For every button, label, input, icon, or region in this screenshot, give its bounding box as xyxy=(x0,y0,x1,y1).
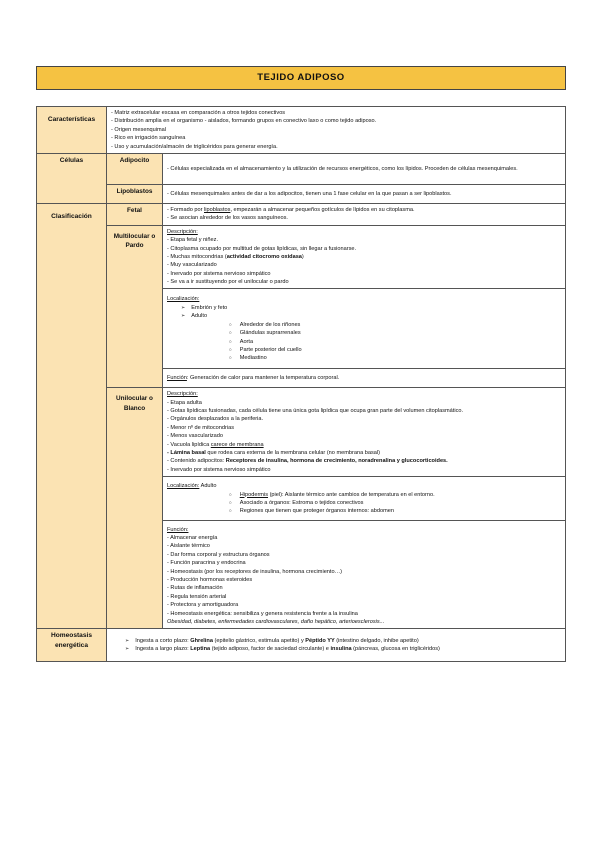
lipoblastos-text: - Células mesenquimales antes de dar a los adipocitos, tienen una 1 fase celular en la que pasan a ser lipoblastos. xyxy=(163,184,566,203)
row-unilocular-desc xyxy=(37,388,566,477)
list-item: ○ Mediastino xyxy=(167,354,561,362)
list-item: - Inervado por sistema nervioso simpático xyxy=(167,270,271,277)
list-item: - Menor nº de mitocondrias xyxy=(167,424,235,431)
list-item: - Función paracrina y endocrina xyxy=(167,560,246,567)
bold-text: Receptores de insulina, hormona de crecimiento, noradrenalina y glucocorticoides. xyxy=(225,458,448,465)
text: Adulto xyxy=(199,483,217,490)
row-adipocito xyxy=(37,153,566,184)
label-lipoblastos: Lipoblastos xyxy=(107,184,163,203)
list-item: - Se va a ir sustituyendo por el unilocular o pardo xyxy=(167,279,289,286)
adipocito-text: - Células especializada en el almacenamiento y la utilización de recursos energéticos, como los lípidos. Proceden de células mesenquimales. xyxy=(163,153,566,184)
multilocular-location xyxy=(163,289,566,368)
list-item: - Etapa fetal y niñez. xyxy=(167,237,218,244)
label-multilocular: Multilocular o Pardo xyxy=(107,225,163,387)
text: que rodea cara externa de la membrana celular (no membrana basal) xyxy=(205,449,380,456)
homeostasis-text xyxy=(107,629,566,662)
text: ) xyxy=(301,253,304,260)
fetal-line-2: - Se asocian alrededor de los vasos sanguíneos. xyxy=(167,215,288,222)
list-item: - Rico en irrigación sanguínea xyxy=(111,135,186,142)
list-item: - Etapa adulta xyxy=(167,399,202,406)
list-item: - Regula tensión arterial xyxy=(167,593,227,600)
section-heading: Localización: xyxy=(167,296,200,303)
list-item: - Homeostasis energética: sensibiliza y genera resistencia frente a la insulina xyxy=(167,610,358,617)
list-item: - Uso y acumulación/almacén de triglicéridos para generar energía. xyxy=(111,143,278,150)
underlined-text: carece de membrana xyxy=(210,441,264,448)
list-item: - Origen mesenquimal xyxy=(111,126,167,133)
section-heading: Función: xyxy=(167,526,189,533)
list-item: - Orgánulos desplazados a la periferia. xyxy=(167,416,264,423)
text: , empezarán a almacenar pequeños gotículos de lípidos en su citoplasma. xyxy=(230,206,415,213)
list-item xyxy=(111,637,561,646)
list-item xyxy=(111,645,561,654)
label-fetal: Fetal xyxy=(107,203,163,225)
row-fetal xyxy=(37,203,566,225)
lipoblastos-term: lipoblastos xyxy=(204,206,231,213)
label-caracteristicas: Características xyxy=(37,107,107,154)
unilocular-location xyxy=(163,477,566,521)
text: Ingesta a largo plazo: xyxy=(135,646,191,653)
text: (tejido adiposo, factor de saciedad circulante) e xyxy=(210,646,331,653)
section-heading: Localización: xyxy=(167,483,200,490)
caracteristicas-list xyxy=(107,107,566,154)
text: (epitelio gástrico, estimula apetito) y xyxy=(212,637,306,644)
row-lipoblastos xyxy=(37,184,566,203)
bold-text: Ghrelina xyxy=(190,637,213,644)
row-caracteristicas xyxy=(37,107,566,154)
row-homeostasis xyxy=(37,629,566,662)
location-heading-line xyxy=(167,482,561,490)
list-item xyxy=(167,449,561,457)
text: (páncreas, glucosa en triglicéridos) xyxy=(351,646,440,653)
bold-text: insulina xyxy=(330,646,352,653)
label-clasificacion: Clasificación xyxy=(37,203,107,628)
text: (intestino delgado, inhibe apetito) xyxy=(334,637,419,644)
bold-text: Leptina xyxy=(190,646,211,653)
list-item xyxy=(167,457,561,465)
bold-text: - Lámina basal xyxy=(167,449,206,456)
content-table xyxy=(36,106,566,662)
list-item: - Distribución amplia en el organismo - aislados, formando grupos en conectivo laxo o como tejido adiposo. xyxy=(111,118,377,125)
label-celulas: Células xyxy=(37,153,107,203)
label-adipocito: Adipocito xyxy=(107,153,163,184)
list-item: - Aislante térmico xyxy=(167,543,210,550)
list-item: - Producción hormonas esteroides xyxy=(167,577,253,584)
fetal-line-1 xyxy=(167,206,561,214)
multilocular-description xyxy=(163,225,566,289)
list-item: - Inervado por sistema nervioso simpático xyxy=(167,466,271,473)
list-item: ○ Glándulas suprarrenales xyxy=(167,329,561,337)
text: - Muchas mitocondrias ( xyxy=(167,253,227,260)
list-item: - Citoplasma ocupado por multitud de gotas lipídicas, sin llegar a fusionarse. xyxy=(167,245,357,252)
list-item: ○ Parte posterior del cuello xyxy=(167,346,561,354)
list-item: - Menos vascularizado xyxy=(167,433,223,440)
list-item: ○ Alrededor de los riñones xyxy=(167,321,561,329)
multilocular-function xyxy=(163,368,566,387)
list-item xyxy=(167,253,561,261)
bold-text: actividad citocromo oxidasa xyxy=(226,253,302,260)
list-item: ○ Aorta xyxy=(167,338,561,346)
list-item: - Matriz extracelular escasa en comparación a otros tejidos conectivos xyxy=(111,110,286,116)
list-item: - Homeostasis (por los receptores de insulina, hormona crecimiento…) xyxy=(167,568,343,575)
list-item: - Rutas de inflamación xyxy=(167,585,223,592)
list-item: - Gotas lipídicas fusionadas, cada célula tiene una única gota lipídica que ocupa gran parte del volumen citoplasmático. xyxy=(167,407,464,414)
section-heading: Descripción: xyxy=(167,228,198,235)
text: - Vacuola lipídica xyxy=(167,441,211,448)
list-item: - Almacenar energía xyxy=(167,535,218,542)
list-item: ○ Asociado a órganos: Estroma o tejidos conectivos xyxy=(167,499,561,507)
page-title: TEJIDO ADIPOSO xyxy=(36,66,566,90)
list-item: ○ Regiones que tienen que proteger órganos internos: abdomen xyxy=(167,507,561,515)
list-item: - Muy vascularizado xyxy=(167,262,217,269)
section-heading: Función xyxy=(167,374,187,381)
underlined-text: Hipodermis xyxy=(239,491,269,498)
list-item: - Protectora y amortiguadora xyxy=(167,602,239,609)
row-multilocular-desc xyxy=(37,225,566,289)
text: - Contenido adipocitos: xyxy=(167,458,226,465)
list-item: ➢ Embrión y feto xyxy=(167,304,561,313)
text: : Generación de calor para mantener la temperatura corporal. xyxy=(186,374,340,381)
text: (piel): Aislante térmico ante cambios de temperatura en el entorno. xyxy=(268,491,435,498)
label-unilocular: Unilocular o Blanco xyxy=(107,388,163,629)
unilocular-function xyxy=(163,520,566,629)
list-item: - Dar forma corporal y estructura órganos xyxy=(167,551,270,558)
text: - Formado por xyxy=(167,206,204,213)
text: Ingesta a corto plazo: xyxy=(135,637,191,644)
bold-text: Péptido YY xyxy=(305,637,335,644)
fetal-text xyxy=(163,203,566,225)
unilocular-description xyxy=(163,388,566,477)
list-item xyxy=(167,441,561,449)
list-item xyxy=(167,491,561,499)
list-item: ➢ Adulto xyxy=(167,312,561,321)
list-item: Obesidad, diabetes, enfermedades cardiovasculares, daño hepático, arterioesclerosis... xyxy=(167,618,385,625)
section-heading: Descripción: xyxy=(167,391,198,398)
label-homeostasis: Homeostasis energética xyxy=(37,629,107,662)
